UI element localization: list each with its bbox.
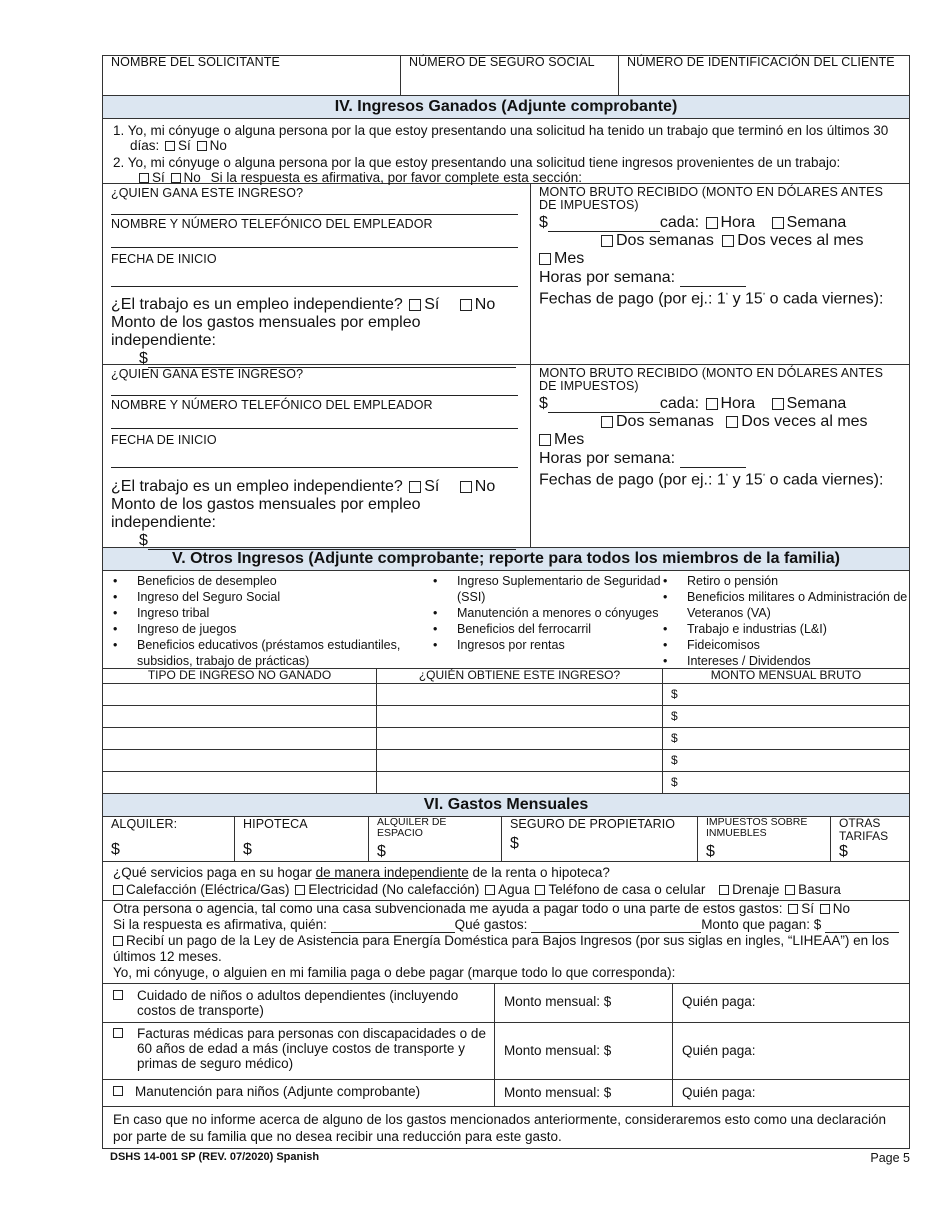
self-emp-expenses-field[interactable]: $ (111, 532, 518, 550)
mortgage-field[interactable]: HIPOTECA $ (235, 817, 369, 861)
form-id: DSHS 14-001 SP (REV. 07/2020) Spanish (110, 1151, 320, 1163)
employment-info (103, 365, 531, 547)
list-item: • Retiro o pensión (661, 573, 909, 589)
q1-no-checkbox[interactable] (197, 141, 207, 151)
ssn-field[interactable]: NÚMERO DE SEGURO SOCIAL (401, 56, 619, 95)
medical-bills-amount[interactable]: Monto mensual: $ (495, 1023, 673, 1079)
electricity-checkbox[interactable] (295, 885, 305, 895)
self-employed-question: ¿El trabajo es un empleo independiente? Sí No (111, 296, 496, 313)
start-date-label: FECHA DE INICIO (111, 252, 217, 266)
freq-hour-checkbox[interactable] (706, 398, 718, 410)
list-item: • Beneficios militares o Administración de Veteranos (VA) (661, 589, 909, 621)
table-row[interactable]: $ (103, 750, 909, 772)
form-page (102, 55, 910, 1149)
pay-frequency-row-3: Mes (539, 431, 901, 449)
agency-no-checkbox[interactable] (820, 904, 830, 914)
page-number: Page 5 (870, 1151, 910, 1165)
other-income-types (102, 571, 910, 668)
dependent-care-who[interactable]: Quién paga: (682, 994, 756, 1009)
phone-checkbox[interactable] (535, 885, 545, 895)
agency-details: Si la respuesta es afirmativa, quién: Qué gastos: Monto que pagan: $ (113, 917, 901, 933)
section-4-questions (102, 119, 910, 184)
freq-week-checkbox[interactable] (772, 398, 784, 410)
who-earns-line[interactable] (111, 395, 518, 396)
monthly-expenses-row (102, 817, 910, 862)
start-date-label: FECHA DE INICIO (111, 433, 217, 447)
client-id-field[interactable]: NÚMERO DE IDENTIFICACIÓN DEL CLIENTE (627, 55, 895, 69)
hours-per-week: Horas por semana: (539, 268, 901, 287)
who-earns-label: ¿QUIEN GANA ESTE INGRESO? (111, 367, 304, 381)
pay-frequency-row-2: Dos semanas Dos veces al mes (539, 232, 901, 250)
q1-yes-checkbox[interactable] (165, 141, 175, 151)
table-row (103, 983, 909, 1022)
list-item: • Beneficios del ferrocarril (431, 621, 661, 637)
garbage-checkbox[interactable] (785, 885, 795, 895)
dependent-care-amount[interactable]: Monto mensual: $ (495, 984, 673, 1022)
q2-no-checkbox[interactable] (171, 173, 181, 183)
col-header-type: TIPO DE INGRESO NO GANADO (103, 669, 377, 683)
income-list-col-1 (103, 573, 431, 668)
gross-income-info (531, 365, 909, 547)
earned-income-block-2 (102, 365, 910, 548)
self-emp-expenses-label: Monto de los gastos mensuales por empleo independiente: (111, 496, 421, 531)
self-emp-expenses-label: Monto de los gastos mensuales por empleo independiente: (111, 314, 421, 349)
earned-income-block-1 (102, 184, 910, 365)
question-2: 2. Yo, mi cónyuge o alguna persona por la que estoy presentando una solicitud tiene ingresos provenientes de un trabajo: Sí No Si la respuesta es afirmativa, por favor complete esta sección: (113, 155, 841, 185)
child-support-who[interactable]: Quién paga: (682, 1085, 756, 1100)
applicant-header (102, 55, 910, 96)
utilities-section (102, 862, 910, 901)
list-item: • Ingresos por rentas (431, 637, 661, 653)
child-support-checkbox[interactable] (113, 1086, 123, 1096)
pay-dates: Fechas de pago (por ej.: 1* y 15* o cada viernes): (539, 290, 884, 308)
sewer-checkbox[interactable] (719, 885, 729, 895)
table-header (103, 669, 909, 684)
pay-frequency-row-3: Mes (539, 250, 901, 268)
child-support-label: Manutención para niños (Adjunte comprobante) (103, 1080, 495, 1106)
other-fees-field[interactable]: OTRAS TARIFAS $ (839, 816, 889, 860)
list-item: • Manutención a menores o cónyuges (431, 605, 661, 621)
self-emp-expenses-field[interactable]: $ (111, 350, 518, 368)
pay-frequency-row-1: $ cada: Hora Semana (539, 214, 847, 231)
col-header-amount: MONTO MENSUAL BRUTO (710, 668, 862, 682)
space-rent-field[interactable]: ALQUILER DE ESPACIO $ (369, 817, 502, 861)
freq-month-checkbox[interactable] (539, 434, 551, 446)
table-row[interactable]: $ (103, 728, 909, 750)
list-item: • Beneficios educativos (préstamos estudiantiles, subsidios, trabajo de prácticas) (111, 637, 431, 669)
employment-info (103, 184, 531, 367)
heating-checkbox[interactable] (113, 885, 123, 895)
list-item: • Intereses / Dividendos (661, 653, 909, 669)
applicant-name-field[interactable]: NOMBRE DEL SOLICITANTE (103, 56, 401, 95)
income-list-col-2 (431, 573, 661, 668)
employer-line[interactable] (111, 428, 518, 429)
gross-amount-label: MONTO BRUTO RECIBIDO (MONTO EN DÓLARES ANTES DE IMPUESTOS) (539, 185, 884, 212)
start-date-line[interactable] (111, 286, 518, 287)
pay-dates: Fechas de pago (por ej.: 1* y 15* o cada viernes): (539, 471, 884, 489)
table-row (103, 1079, 909, 1106)
table-row (103, 1022, 909, 1079)
rent-field[interactable]: ALQUILER: $ (103, 817, 235, 861)
utilities-question: ¿Qué servicios paga en su hogar de manera independiente de la renta o hipoteca? (113, 865, 610, 880)
self-employed-yes-checkbox[interactable] (409, 481, 421, 493)
freq-week-checkbox[interactable] (772, 217, 784, 229)
liheaa-statement: Recibí un pago de la Ley de Asistencia para Energía Doméstica para Bajos Ingresos (por sus siglas en ingles, “LIHEAA”) en los últimos 12 meses. (113, 933, 890, 964)
who-earns-label: ¿QUIEN GANA ESTE INGRESO? (111, 186, 304, 200)
self-employed-no-checkbox[interactable] (460, 481, 472, 493)
property-tax-field[interactable]: IMPUESTOS SOBRE INMUEBLES $ (698, 817, 831, 861)
hours-per-week: Horas por semana: (539, 449, 901, 468)
dependent-care-checkbox[interactable] (113, 990, 123, 1000)
table-row[interactable]: $ (103, 684, 909, 706)
self-employed-yes-checkbox[interactable] (409, 299, 421, 311)
expense-table (102, 983, 910, 1149)
medical-bills-checkbox[interactable] (113, 1028, 123, 1038)
freq-biweekly-checkbox[interactable] (601, 235, 613, 247)
pay-frequency-row-2: Dos semanas Dos veces al mes (539, 413, 901, 431)
list-item: • Beneficios de desempleo (111, 573, 431, 589)
section-4-title: IV. Ingresos Ganados (Adjunte comprobante) (102, 96, 910, 119)
agency-question: Otra persona o agencia, tal como una casa subvencionada me ayuda a pagar todo o una parte de estos gastos: Sí No (113, 901, 851, 916)
freq-hour-checkbox[interactable] (706, 217, 718, 229)
self-employed-no-checkbox[interactable] (460, 299, 472, 311)
freq-twice-month-checkbox[interactable] (726, 416, 738, 428)
list-item: • Trabajo e industrias (L&I) (661, 621, 909, 637)
freq-month-checkbox[interactable] (539, 253, 551, 265)
utilities-options: Calefacción (Eléctrica/Gas) Electricidad (No calefacción) Agua Teléfono de casa o celular Drenaje Basura (113, 881, 901, 898)
income-list-col-3 (661, 573, 909, 668)
question-1: 1. Yo, mi cónyuge o alguna persona por la que estoy presentando una solicitud ha tenido un trabajo que terminó en los últimos 30 días: Sí No (113, 123, 889, 153)
liheaa-checkbox[interactable] (113, 936, 123, 946)
self-employed-question: ¿El trabajo es un empleo independiente? Sí No (111, 478, 496, 495)
list-item: • Ingreso tribal (111, 605, 431, 621)
section-6-title: VI. Gastos Mensuales (102, 794, 910, 817)
q2-yes-checkbox[interactable] (139, 173, 149, 183)
freq-twice-month-checkbox[interactable] (722, 235, 734, 247)
who-earns-line[interactable] (111, 214, 518, 215)
pay-frequency-row-1: $ cada: Hora Semana (539, 395, 847, 412)
list-item: • Ingreso Suplementario de Seguridad (SSI) (431, 573, 661, 605)
dependent-care-label: Cuidado de niños o adultos dependientes (incluyendo costos de transporte) (103, 984, 495, 1022)
table-row[interactable]: $ (103, 706, 909, 728)
table-row[interactable]: $ (103, 772, 909, 794)
agency-yes-checkbox[interactable] (788, 904, 798, 914)
gross-amount-label: MONTO BRUTO RECIBIDO (MONTO EN DÓLARES ANTES DE IMPUESTOS) (539, 366, 884, 393)
list-item: • Ingreso del Seguro Social (111, 589, 431, 605)
col-header-who: ¿QUIÉN OBTIENE ESTE INGRESO? (377, 669, 663, 683)
medical-bills-label: Facturas médicas para personas con discapacidades o de 60 años de edad a más (incluye costos de transporte y primas de seguro médico) (103, 1023, 495, 1079)
gross-income-info (531, 184, 909, 364)
page-footer (110, 1151, 910, 1163)
child-support-amount[interactable]: Monto mensual: $ (495, 1080, 673, 1106)
homeowner-insurance-field[interactable]: SEGURO DE PROPIETARIO $ (502, 817, 698, 861)
assistance-section (102, 901, 910, 983)
employer-label: NOMBRE Y NÚMERO TELEFÓNICO DEL EMPLEADOR (111, 217, 433, 231)
unearned-income-table (102, 668, 910, 794)
i-pay-statement: Yo, mi cónyuge, o alguien en mi familia paga o debe pagar (marque todo lo que corresponda): (113, 965, 676, 980)
medical-bills-who[interactable]: Quién paga: (682, 1043, 756, 1058)
employer-line[interactable] (111, 247, 518, 248)
start-date-line[interactable] (111, 467, 518, 468)
closing-statement: En caso que no informe acerca de alguno de los gastos mencionados anteriormente, consideraremos esto como una declaración por parte de su familia que no desea recibir una reducción para este gasto. (103, 1106, 909, 1148)
list-item: • Ingreso de juegos (111, 621, 431, 637)
freq-biweekly-checkbox[interactable] (601, 416, 613, 428)
employer-label: NOMBRE Y NÚMERO TELEFÓNICO DEL EMPLEADOR (111, 398, 433, 412)
list-item: • Fideicomisos (661, 637, 909, 653)
water-checkbox[interactable] (485, 885, 495, 895)
section-5-title: V. Otros Ingresos (Adjunte comprobante; reporte para todos los miembros de la familia) (102, 548, 910, 571)
